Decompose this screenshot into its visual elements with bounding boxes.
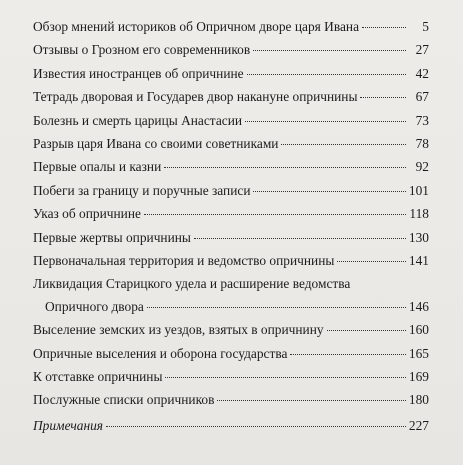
toc-entry-title: К отставке опричнины	[33, 369, 163, 385]
dot-leader	[360, 96, 406, 98]
toc-entry-multiline	[33, 272, 429, 318]
dot-leader	[165, 376, 405, 378]
toc-entry-title: Опричные выселения и оборона государства	[33, 345, 288, 361]
dot-leader	[327, 329, 406, 331]
toc-entry-title: Побеги за границу и поручные записи	[33, 182, 251, 198]
table-of-contents	[33, 15, 429, 412]
toc-entry-title: Болезнь и смерть царицы Анастасии	[33, 112, 243, 128]
toc-entry-title: Первые опалы и казни	[33, 159, 162, 175]
toc-entry-page: 92	[415, 159, 429, 175]
toc-entry-page: 160	[408, 322, 429, 338]
toc-entry-title: Ликвидация Старицкого удела и расширение ведомства	[33, 276, 351, 292]
toc-entry-page: 27	[415, 42, 429, 58]
toc-entry-title: Первоначальная территория и ведомство опричнины	[33, 252, 335, 268]
toc-entry-title: Разрыв царя Ивана со своими советниками	[33, 135, 279, 151]
dot-leader	[337, 260, 406, 262]
toc-entry-page: 141	[408, 252, 429, 268]
toc-entry-title-continued: Опричного двора	[45, 299, 144, 315]
notes-page: 227	[408, 418, 429, 433]
toc-entry-page: 42	[415, 65, 429, 81]
toc-entry	[33, 226, 429, 249]
toc-entry-page: 5	[422, 19, 429, 34]
toc-entry-page: 169	[408, 369, 429, 385]
toc-entry-title: Обзор мнений историков об Опричном дворе царя Ивана	[33, 19, 360, 34]
notes-section	[33, 414, 429, 437]
toc-entry-title: Указ об опричнине	[33, 206, 141, 222]
toc-entry	[33, 365, 429, 388]
dot-leader	[106, 425, 406, 427]
toc-entry	[33, 179, 429, 202]
toc-entry	[33, 38, 429, 61]
dot-leader	[253, 49, 406, 51]
dot-leader	[281, 143, 406, 145]
toc-entry	[33, 388, 429, 411]
dot-leader	[164, 166, 406, 168]
toc-entry-notes	[33, 414, 429, 437]
dot-leader	[194, 237, 406, 239]
toc-entry-page: 165	[408, 345, 429, 361]
toc-entry-page: 67	[415, 89, 429, 105]
dot-leader	[217, 399, 405, 401]
toc-entry	[33, 249, 429, 272]
toc-entry-title: Первые жертвы опричнины	[33, 229, 191, 245]
toc-entry-title: Послужные списки опричников	[33, 392, 215, 408]
toc-entry-continuation	[33, 295, 429, 318]
toc-entry-title: Известия иностранцев об опричнине	[33, 65, 244, 81]
toc-entry-page: 130	[408, 229, 429, 245]
toc-entry-page: 146	[408, 299, 429, 315]
dot-leader	[147, 306, 406, 308]
toc-entry-title: Выселение земских из уездов, взятых в опричнину	[33, 322, 324, 338]
toc-entry	[33, 342, 429, 365]
toc-entry-title: Тетрадь дворовая и Государев двор накануне опричнины	[33, 89, 358, 105]
dot-leader	[290, 353, 405, 355]
toc-entry	[33, 318, 429, 341]
toc-entry-page: 180	[408, 392, 429, 408]
toc-entry	[33, 132, 429, 155]
toc-entry	[33, 202, 429, 225]
notes-title: Примечания	[33, 418, 104, 433]
dot-leader	[247, 73, 406, 75]
toc-entry-page: 118	[409, 206, 429, 222]
toc-entry-page: 78	[415, 135, 429, 151]
toc-entry-page: 73	[415, 112, 429, 128]
toc-entry-title: Отзывы о Грозном его современников	[33, 42, 251, 58]
toc-entry-page: 101	[408, 182, 429, 198]
dot-leader	[245, 120, 406, 122]
toc-entry	[33, 62, 429, 85]
toc-entry	[33, 109, 429, 132]
toc-entry	[33, 85, 429, 108]
dot-leader	[253, 190, 405, 192]
toc-entry	[33, 15, 429, 38]
dot-leader	[362, 26, 406, 28]
dot-leader	[144, 213, 406, 215]
toc-entry	[33, 155, 429, 178]
